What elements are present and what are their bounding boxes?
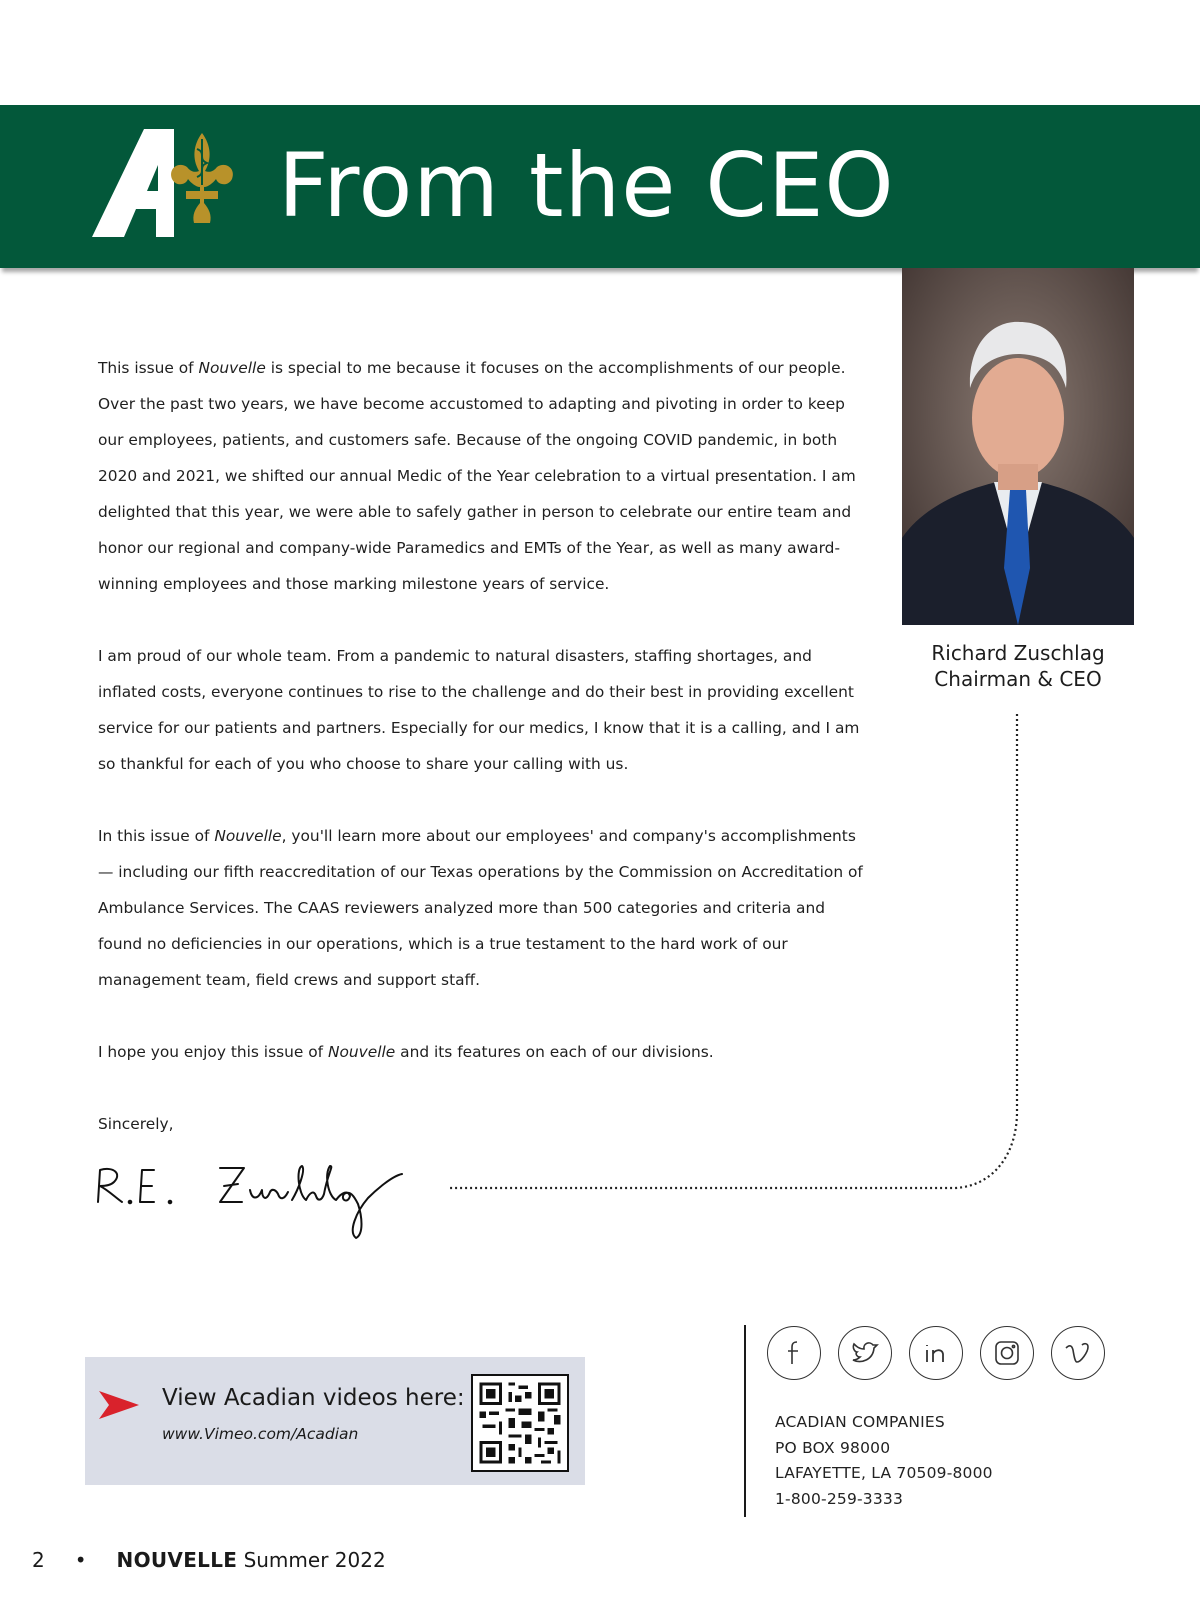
text-run: This issue of: [98, 359, 199, 377]
contact-line-phone: 1-800-259-3333: [775, 1489, 904, 1508]
vimeo-icon[interactable]: [1051, 1326, 1105, 1380]
text-run: is special to me because it focuses on the accomplishments of our people. Over the past two years, we have become accustomed to adapting and pivoting in order to keep our employees, patients, and customers safe. Because of the ongoing COVID pandemic, in both 2020 and 2021, we shifted our annual Medic of the Year celebration to a virtual presentation. I am delighted that this year, we were able to safely gather in person to celebrate our entire team and honor our regional and company-wide Paramedics and EMTs of the Year, as well as many award-winning employees and those marking milestone years of service.: [98, 359, 856, 593]
acadian-logo: [92, 125, 244, 241]
qr-code[interactable]: [471, 1374, 569, 1472]
video-link[interactable]: www.Vimeo.com/Acadian: [162, 1425, 359, 1443]
contact-line-po-box: PO BOX 98000: [775, 1438, 891, 1457]
social-links: [767, 1326, 1105, 1386]
issue-label: Summer 2022: [243, 1548, 386, 1572]
vertical-divider: [744, 1325, 746, 1517]
video-promo[interactable]: [85, 1357, 585, 1485]
paragraph-2: I am proud of our whole team. From a pandemic to natural disasters, staffing shortages, and inflated costs, everyone continues to rise to the challenge and do their best in providing excellent service for our patients and partners. Especially for our medics, I know that it is a calling, and I am so thankful for each of you who choose to share your calling with us.: [98, 647, 860, 773]
video-title: View Acadian videos here:: [162, 1385, 465, 1411]
instagram-icon[interactable]: [980, 1326, 1034, 1380]
page-title: From the CEO: [278, 134, 895, 237]
text-run: and its features on each of our divisions.: [395, 1043, 714, 1061]
contact-address: [775, 1410, 993, 1512]
signature: [92, 1160, 422, 1240]
dotted-connector: [440, 712, 1020, 1192]
header-banner: [0, 105, 1200, 268]
page-footer: [32, 1548, 386, 1572]
ceo-role: Chairman & CEO: [934, 667, 1102, 691]
ceo-portrait: [902, 268, 1134, 625]
contact-line-city: LAFAYETTE, LA 70509-8000: [775, 1464, 993, 1483]
text-run: , you'll learn more about our employees' and company's accomplishments — including our fifth reaccreditation of our Texas operations by the Commission on Accreditation of Ambulance Services. The CAAS reviewers analyzed more than 500 categories and criteria and found no deficiencies in our operations, which is a true testament to the hard work of our management team, field crews and support staff.: [98, 827, 863, 989]
publication-title: NOUVELLE: [116, 1548, 238, 1572]
contact-line-company: ACADIAN COMPANIES: [775, 1413, 945, 1431]
linkedin-icon[interactable]: [909, 1326, 963, 1380]
text-run: I hope you enjoy this issue of: [98, 1043, 328, 1061]
facebook-icon[interactable]: [767, 1326, 821, 1380]
publication-name: Nouvelle: [327, 1043, 396, 1061]
ceo-name: Richard Zuschlag: [931, 641, 1105, 665]
portrait-caption: [880, 640, 1156, 692]
closing: Sincerely,: [98, 1115, 174, 1133]
page-number: 2: [32, 1548, 45, 1572]
footer-bullet: •: [74, 1548, 87, 1572]
paragraph-1: [98, 350, 868, 602]
twitter-icon[interactable]: [838, 1326, 892, 1380]
arrow-icon: [99, 1389, 139, 1421]
text-run: In this issue of: [98, 827, 215, 845]
publication-name: Nouvelle: [214, 827, 282, 845]
publication-name: Nouvelle: [198, 359, 266, 377]
